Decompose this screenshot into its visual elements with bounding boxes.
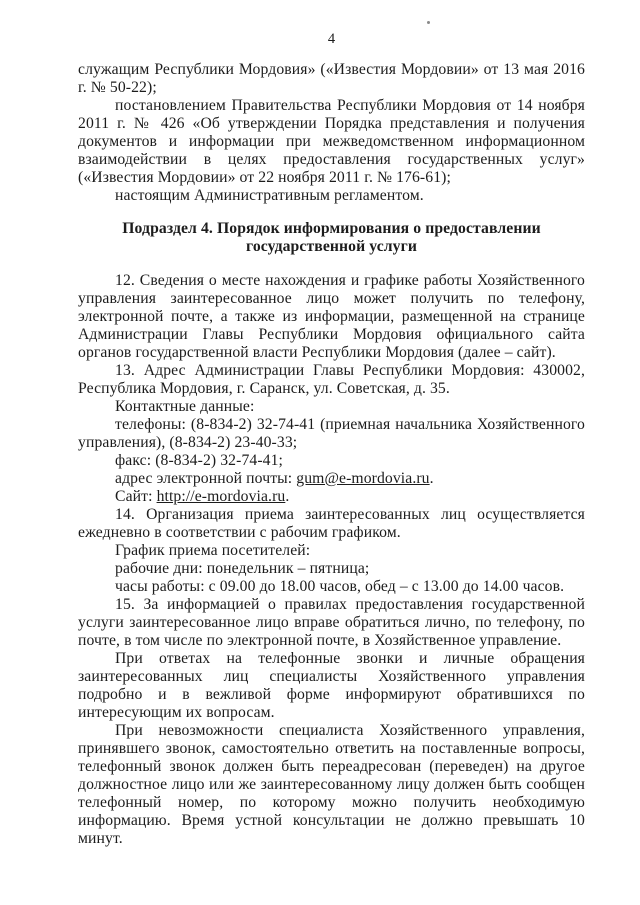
paragraph-13-address: 13. Адрес Администрации Главы Республики Мордовия: 430002, Республика Мордовия, г. Саранск, ул. Советская, д. 35. [78,362,585,397]
paragraph-12-location-info: 12. Сведения о месте нахождения и графике работы Хозяйственного управления заинтересованное лицо может получить по телефону, электронной почте, а также из информации, размещенной на странице Администрации Главы Республики Мордовия официального сайта органов государственной власти Республики Мордовия (далее – сайт). [78,272,585,361]
fax-line: факс: (8-834-2) 32-74-41; [115,452,284,469]
scan-artifact-dot [427,21,430,24]
email-line [78,470,585,488]
paragraph-call-redirect: При невозможности специалиста Хозяйственного управления, принявшего звонок, самостоятельно ответить на поставленные вопросы, телефонный звонок должен быть переадресован (переведен) на другое должностное лицо или же заинтересованному лицу должен быть сообщен телефонный номер, по которому можно получить необходимую информацию. Время устной консультации не должно превышать 10 минут. [78,722,585,847]
hours-line: часы работы: с 09.00 до 18.00 часов, обед – с 13.00 до 14.00 часов. [115,578,565,595]
section-heading: Подраздел 4. Порядок информирования о предоставлении государственной услуги [122,220,541,255]
workdays-line: рабочие дни: понедельник – пятница; [115,560,370,577]
site-link[interactable]: http://e-mordovia.ru [156,488,286,505]
phones-line: телефоны: (8-834-2) 32-74-41 (приемная начальника Хозяйственного управления), (8-834-2) 23-40-33; [78,416,585,451]
site-period: . [285,488,290,505]
contact-data-label: Контактные данные: [115,398,255,415]
paragraph-phone-etiquette: При ответах на телефонные звонки и личные обращения заинтересованных лиц специалисты Хозяйственного управления подробно и в вежливой форме информируют обратившихся по интересующим их вопросам. [78,650,585,721]
paragraph-resolution-426: постановлением Правительства Республики Мордовия от 14 ноября 2011 г. № 426 «Об утверждении Порядка представления и получения документов и информации при межведомственном информационном взаимодействии в целях предоставления государственных услуг» («Известия Мордовии» от 22 ноября 2011 г. № 176-61); [78,97,585,186]
page-number: 4 [327,31,336,47]
paragraph-14-reception: 14. Организация приема заинтересованных лиц осуществляется ежедневно в соответствии с рабочим графиком. [78,506,585,541]
paragraph-admin-reglament: настоящим Административным регламентом. [115,187,424,204]
schedule-label: График приема посетителей: [115,542,311,559]
paragraph-15-info-request: 15. За информацией о правилах предоставления государственной услуги заинтересованное лицо вправе обратиться лично, по телефону, по почте, в том числе по электронной почте, в Хозяйственное управление. [78,596,585,649]
page-content [78,30,585,848]
site-line [78,488,585,506]
email-period: . [429,470,434,487]
site-label: Сайт: [115,488,157,505]
paragraph-law-izvestia: служащим Республики Мордовия» («Известия Мордовии» от 13 мая 2016 г. № 50-22); [78,61,585,96]
email-label: адрес электронной почты: [115,470,297,487]
email-link[interactable]: gum@e-mordovia.ru [296,470,430,487]
